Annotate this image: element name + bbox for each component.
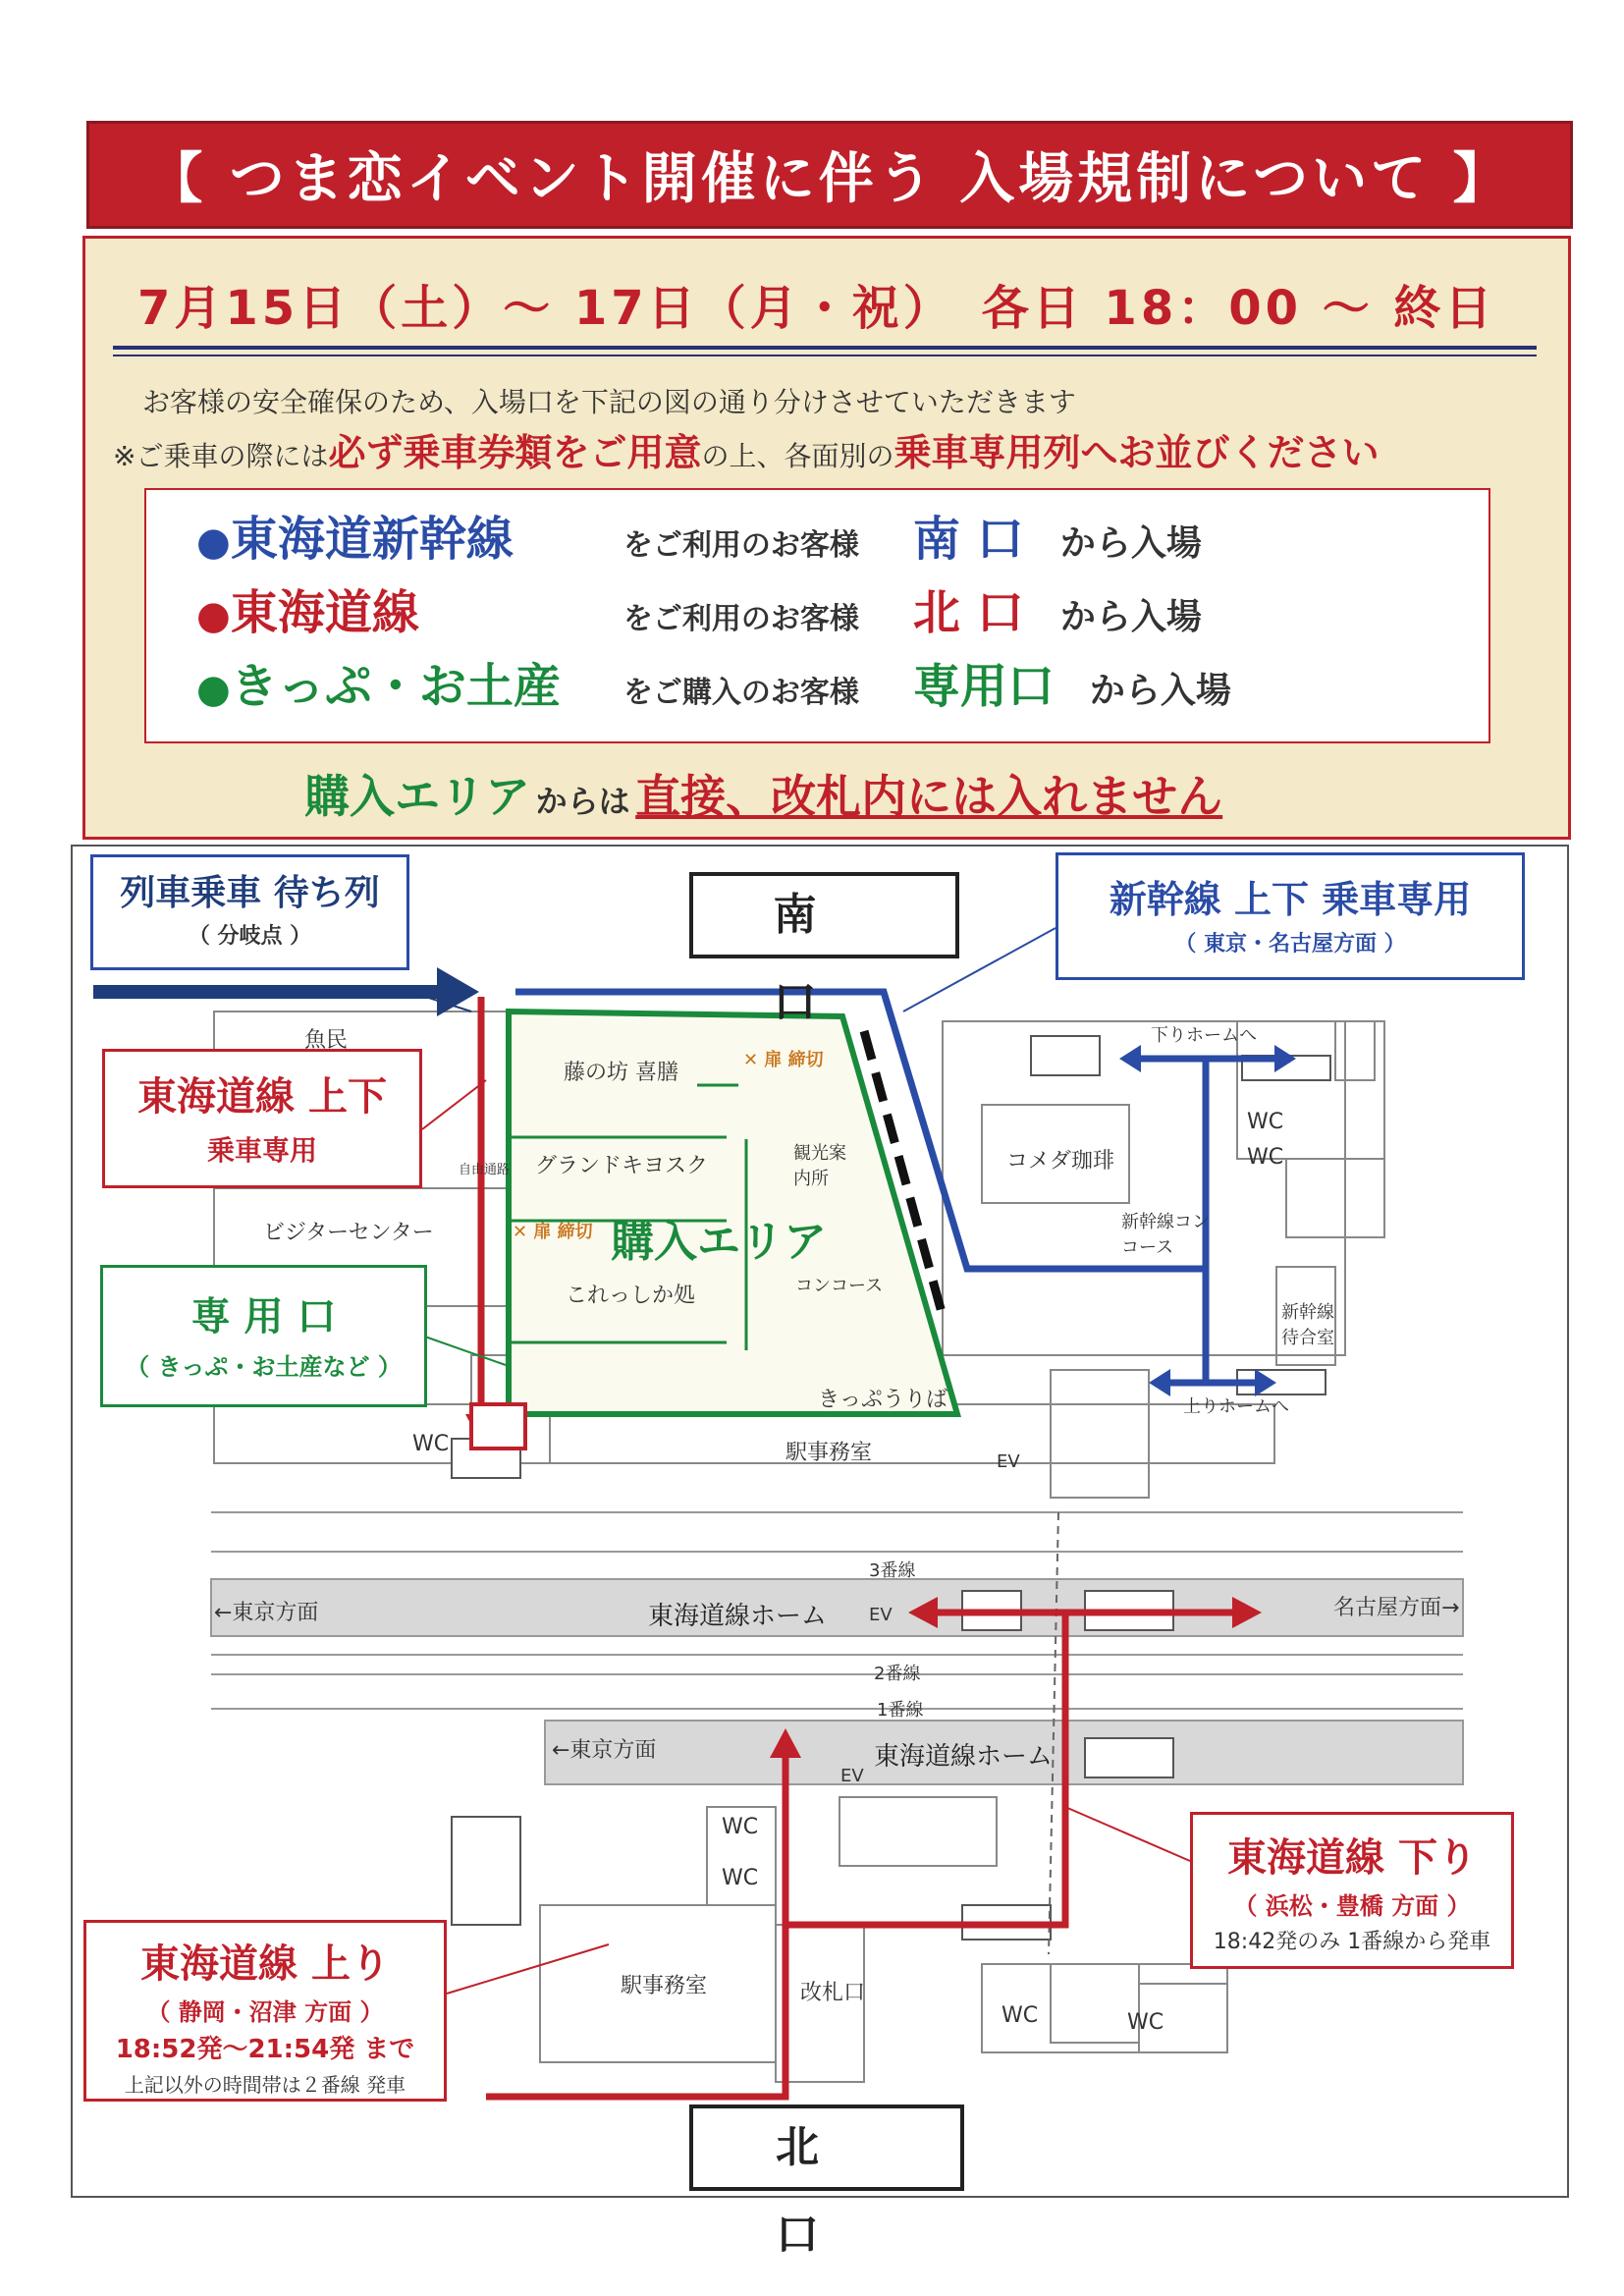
entrance-tickets: ●きっぷ・お土産 をご購入のお客様 専用口 から入場 xyxy=(196,659,1231,714)
free-passage-label: 自由通路 xyxy=(459,1163,511,1177)
tokaido-platform-lower-label: 東海道線ホーム xyxy=(874,1742,1054,1772)
shop-grand-kiosk: グランドキヨスク xyxy=(535,1154,709,1178)
shop-koresshika: これっしか処 xyxy=(566,1284,696,1308)
station-office-south: 駅事務室 xyxy=(785,1441,873,1465)
wc-7: WC xyxy=(1127,2010,1164,2035)
event-dates: 7月15日（土）～ 17日（月・祝） 各日 18：00 ～ 終日 xyxy=(137,281,1496,336)
uoami-label: 魚民 xyxy=(304,1028,349,1053)
tokaido-down-label: 東海道線 下り （ 浜松・豊橋 方面 ） 18:42発のみ 1番線から発車 xyxy=(1190,1812,1514,1969)
nagoya-direction: 名古屋方面→ xyxy=(1333,1596,1460,1620)
ev-lower: EV xyxy=(840,1766,864,1786)
purchase-area-label: 購入エリア xyxy=(611,1217,827,1267)
tokaido-up-label: 東海道線 上り （ 静岡・沼津 方面 ） 18:52発～21:54発 まで 上記以外の時間帯は２番線 発車 xyxy=(83,1920,447,2102)
wc-1: WC xyxy=(1247,1110,1284,1134)
shop-fujinobo: 藤の坊 喜膳 xyxy=(564,1061,678,1085)
station-office-north: 駅事務室 xyxy=(621,1974,708,1998)
shinkansen-board-label: 新幹線 上下 乗車専用 （ 東京・名古屋方面 ） xyxy=(1056,852,1525,980)
dedicated-entrance-label: 専 用 口 （ きっぷ・お土産など ） xyxy=(100,1265,427,1407)
wc-2: WC xyxy=(1247,1145,1284,1170)
tokaido-platform-upper xyxy=(211,1579,1463,1636)
door-closed-west: ✕ 扉 締切 xyxy=(513,1222,593,1242)
wc-6: WC xyxy=(1001,2003,1039,2028)
safety-notice: お客様の安全確保のため、入場口を下記の図の通り分けさせていただきます xyxy=(142,386,1076,418)
tourist-info: 観光案内所 xyxy=(793,1143,846,1189)
lower-building xyxy=(540,1797,1227,2082)
queue-branch-label: 列車乗車 待ち列 （ 分岐点 ） xyxy=(90,854,409,970)
down-platform-label: 下りホームへ xyxy=(1151,1025,1257,1046)
tokyo-direction-upper: ←東京方面 xyxy=(214,1601,319,1625)
ev-platform: EV xyxy=(869,1605,893,1625)
ev-south: EV xyxy=(997,1451,1020,1472)
ticket-office: きっぷうりば xyxy=(818,1388,948,1412)
shinkansen-waiting-label: 新幹線待合室 xyxy=(1281,1302,1334,1348)
page-title: 【 つま恋イベント開催に伴う 入場規制について 】 xyxy=(86,121,1573,229)
tokaido-board-label: 東海道線 上下 乗車専用 xyxy=(102,1049,422,1188)
wc-4: WC xyxy=(722,1815,759,1839)
south-gate-label: 南 口 xyxy=(689,872,959,958)
track-2: 2番線 xyxy=(874,1664,921,1684)
entrance-shinkansen: ●東海道新幹線 をご利用のお客様 南 口 から入場 xyxy=(196,512,1202,567)
visitor-center-label: ビジターセンター xyxy=(263,1221,434,1245)
purchase-area-note: 購入エリア からは 直接、改札内には入れません xyxy=(304,770,1223,823)
north-gate-label: 北 口 xyxy=(689,2105,964,2191)
track-3: 3番線 xyxy=(869,1560,916,1581)
ticket-gate-label: 改札口 xyxy=(800,1981,866,2005)
concourse-label: コンコース xyxy=(795,1276,884,1296)
komeda-label: コメダ珈琲 xyxy=(1006,1149,1115,1174)
wc-5: WC xyxy=(722,1866,759,1890)
track-1: 1番線 xyxy=(877,1700,924,1721)
tokyo-direction-lower: ←東京方面 xyxy=(552,1738,657,1763)
shinkansen-concourse-label: 新幹線コンコース xyxy=(1121,1212,1210,1258)
boarding-notice: ※ご乗車の際には必ず乗車券類をご用意の上、各面別の乗車専用列へお並びください xyxy=(113,431,1380,474)
tokaido-platform-upper-label: 東海道線ホーム xyxy=(648,1602,828,1631)
wc-3: WC xyxy=(412,1432,450,1456)
up-platform-label: 上りホームへ xyxy=(1183,1396,1289,1417)
entrance-tokaido: ●東海道線 をご利用のお客様 北 口 から入場 xyxy=(196,585,1202,640)
door-closed-north: ✕ 扉 締切 xyxy=(743,1050,824,1070)
